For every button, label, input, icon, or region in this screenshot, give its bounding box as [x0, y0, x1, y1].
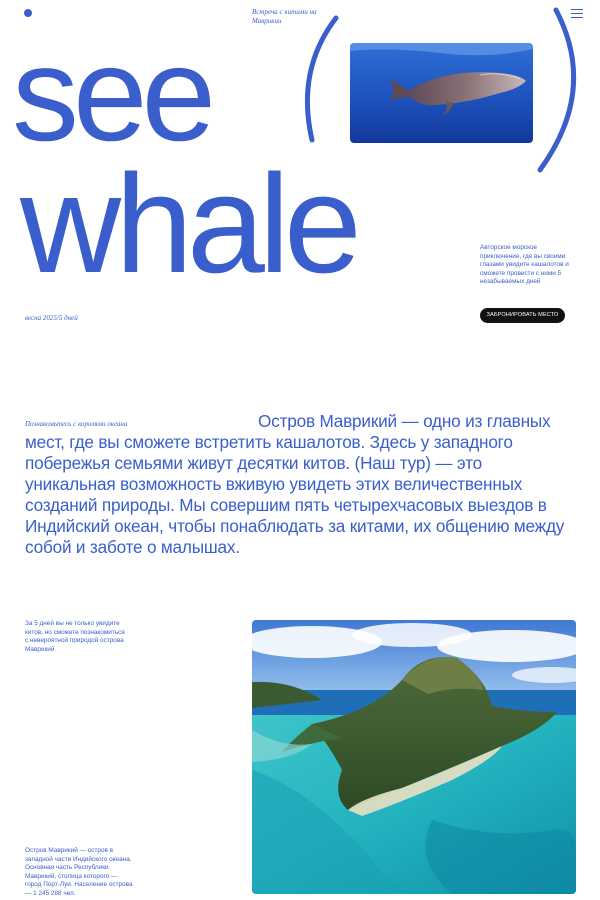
- brand-dot: [24, 9, 32, 17]
- days-note: За 5 дней вы не только увидите китов, но сможете познакомиться с невероятной природой острова Маврикий: [25, 620, 125, 653]
- island-info-note: Остров Маврикий — остров в западной части Индийского океана. Основная часть Республики Маврикий, столица которого — город Порт-Луи. Население острова — 1 245 288 чел.: [25, 847, 133, 897]
- left-parenthesis: [307, 18, 336, 140]
- hero-title-whale: whale: [20, 145, 356, 302]
- intro-paragraph: [25, 411, 570, 558]
- hero-title-see: see: [12, 20, 211, 169]
- header-tagline: Встреча с китами на Маврикии: [252, 8, 317, 25]
- hamburger-menu-icon[interactable]: [571, 9, 583, 19]
- intro-text-part2: — это уникальная возможность вживую увидеть этих величественных созданий природы. Мы совершим пять четырехчасовых выездов в Индийский океан, чтобы понаблюдать за китами, их общению между собой и заботе о малышах.: [25, 453, 565, 557]
- season-duration-label: весна 2025/5 дней: [25, 314, 78, 322]
- intro-highlight-our-tour: (Наш тур): [354, 453, 431, 473]
- right-parenthesis: [540, 10, 574, 170]
- intro-section-label: Познакомьтесь с королями океана: [25, 420, 128, 428]
- hero-description: Авторское морское приключение, где вы своими глазами увидите кашалотов и сможете провести с ними 5 незабываемых дней: [480, 244, 569, 285]
- whale-underwater-photo: [350, 43, 533, 143]
- intro-text-part1: Остров Маврикий — одно из главных мест, где вы сможете встретить кашалотов. Здесь у западного побережья семьями живут десятки китов.: [25, 411, 551, 473]
- mauritius-island-aerial-photo: [252, 620, 576, 894]
- book-place-button[interactable]: ЗАБРОНИРОВАТЬ МЕСТО: [480, 308, 565, 323]
